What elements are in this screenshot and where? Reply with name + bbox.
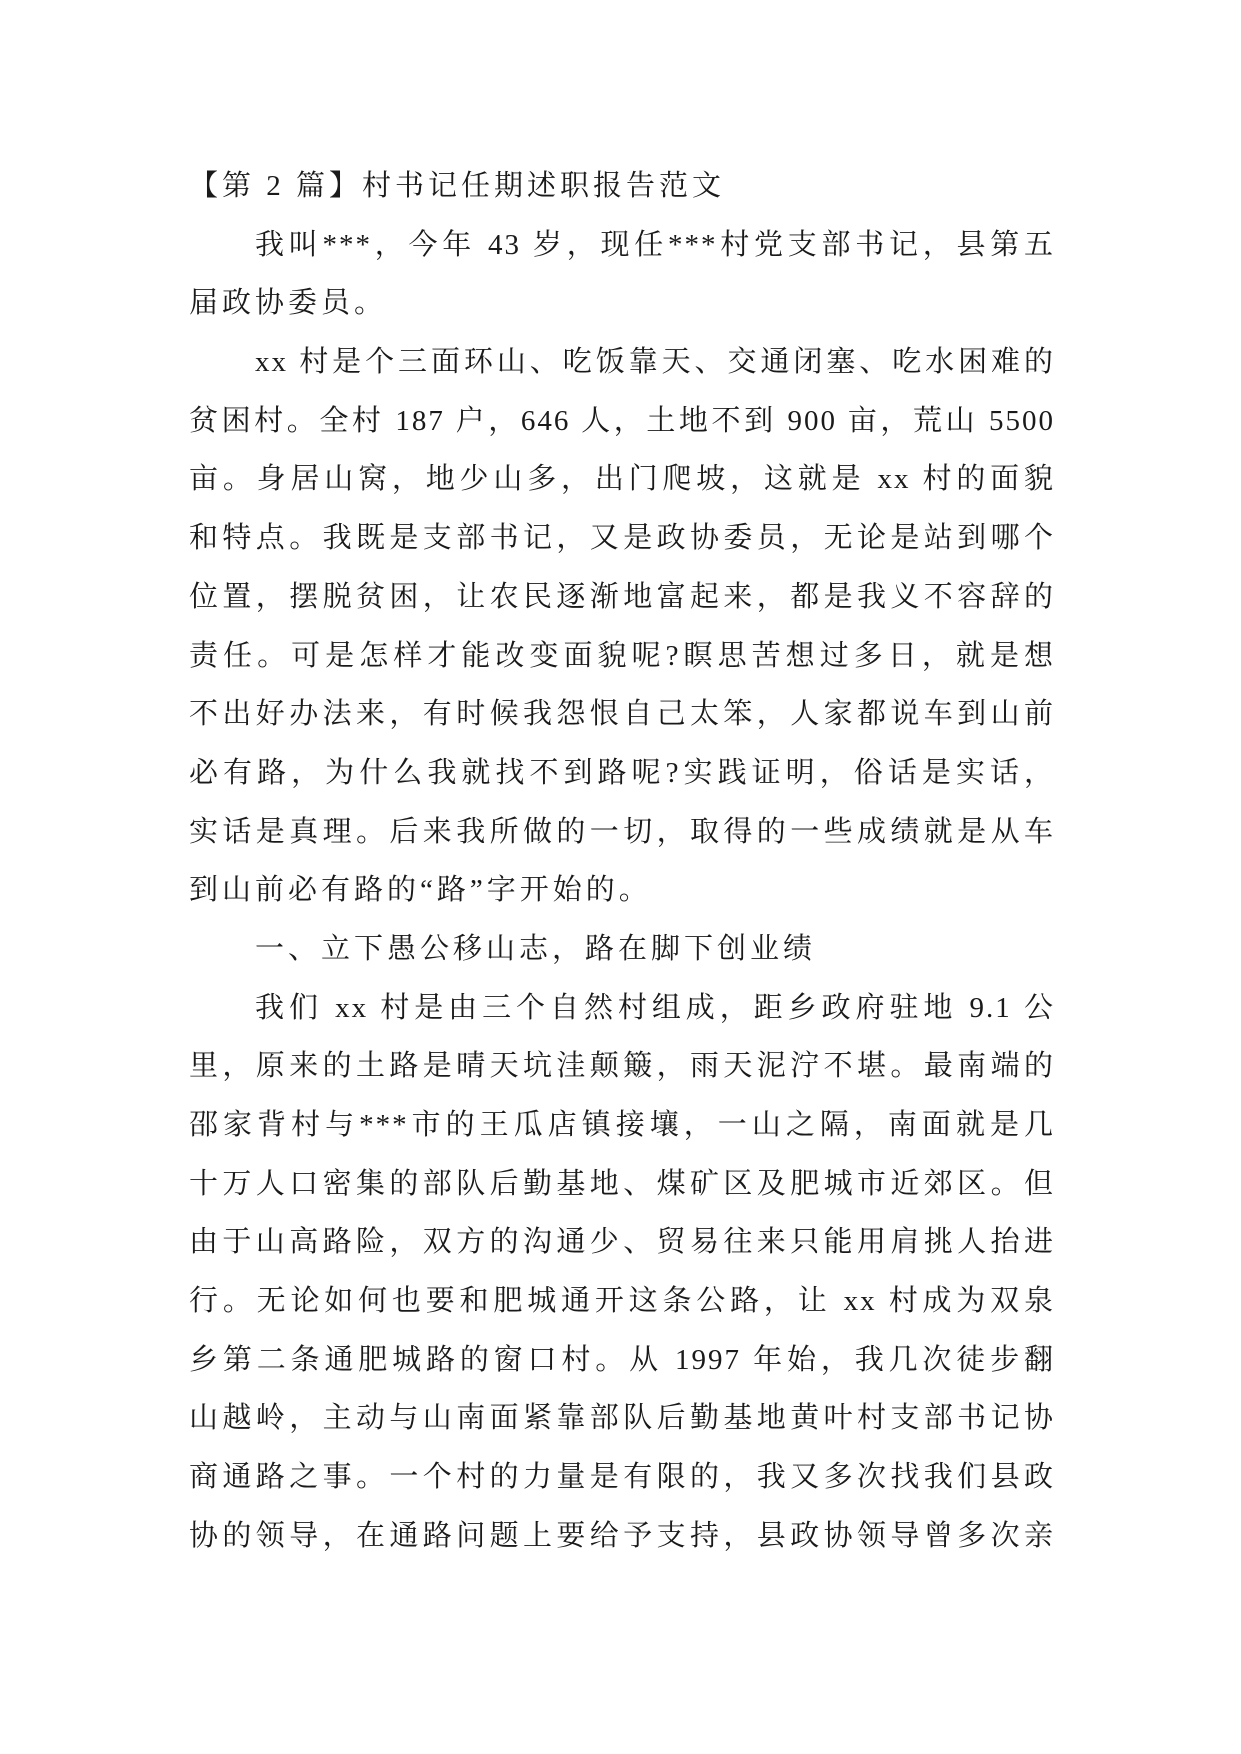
paragraph-line: 乡第二条通肥城路的窗口村。从 1997 年始，我几次徒步翻 [189, 1343, 1055, 1376]
section-heading-line: 一、立下愚公移山志，路在脚下创业绩 [255, 932, 817, 965]
paragraph-line: 责任。可是怎样才能改变面貌呢?瞑思苦想过多日，就是想 [189, 639, 1055, 672]
paragraph-line: 贫困村。全村 187 户，646 人，土地不到 900 亩，荒山 5500 [189, 404, 1055, 437]
paragraph-line: 我叫***，今年 43 岁，现任***村党支部书记，县第五 [255, 228, 1055, 261]
document-title: 【第 2 篇】村书记任期述职报告范文 [189, 170, 726, 202]
paragraph [189, 979, 1055, 1566]
paragraph-line: 和特点。我既是支部书记，又是政协委员，无论是站到哪个 [189, 522, 1055, 555]
paragraph-line: 十万人口密集的部队后勤基地、煤矿区及肥城市近郊区。但 [189, 1167, 1055, 1200]
paragraph-line: 山越岭，主动与山南面紧靠部队后勤基地黄叶村支部书记协 [189, 1402, 1055, 1435]
paragraph-line: 商通路之事。一个村的力量是有限的，我又多次找我们县政 [189, 1461, 1055, 1494]
paragraph-line: 位置，摆脱贫困，让农民逐渐地富起来，都是我义不容辞的 [189, 580, 1055, 613]
paragraph-line: 邵家背村与***市的王瓜店镇接壤，一山之隔，南面就是几 [189, 1109, 1055, 1141]
paragraph-line: 我们 xx 村是由三个自然村组成，距乡政府驻地 9.1 公 [255, 991, 1055, 1024]
paragraph-line: 实话是真理。后来我所做的一切，取得的一些成绩就是从车 [189, 815, 1055, 848]
paragraph-line: 协的领导，在通路问题上要给予支持，县政协领导曾多次亲 [189, 1519, 1055, 1552]
paragraph [189, 216, 1055, 333]
paragraph-line: 到山前必有路的“路”字开始的。 [189, 874, 652, 907]
paragraph-line: 亩。身居山窝，地少山多，出门爬坡，这就是 xx 村的面貌 [189, 463, 1055, 496]
paragraph [189, 333, 1055, 920]
paragraph-line: 必有路，为什么我就找不到路呢?实践证明，俗话是实话， [189, 756, 1055, 789]
paragraph-line: 里，原来的土路是晴天坑洼颠簸，雨天泥泞不堪。最南端的 [189, 1050, 1055, 1083]
section-heading [189, 920, 1055, 979]
paragraph-line: 不出好办法来，有时候我怨恨自己太笨，人家都说车到山前 [189, 698, 1055, 731]
paragraph-line: 由于山高路险，双方的沟通少、贸易往来只能用肩挑人抬进 [189, 1226, 1055, 1259]
paragraph-line: 行。无论如何也要和肥城通开这条公路，让 xx 村成为双泉 [189, 1285, 1055, 1318]
document-body [189, 157, 1055, 1566]
paragraph-line: 届政协委员。 [189, 287, 388, 320]
paragraph-line: xx 村是个三面环山、吃饭靠天、交通闭塞、吃水困难的 [255, 346, 1055, 379]
